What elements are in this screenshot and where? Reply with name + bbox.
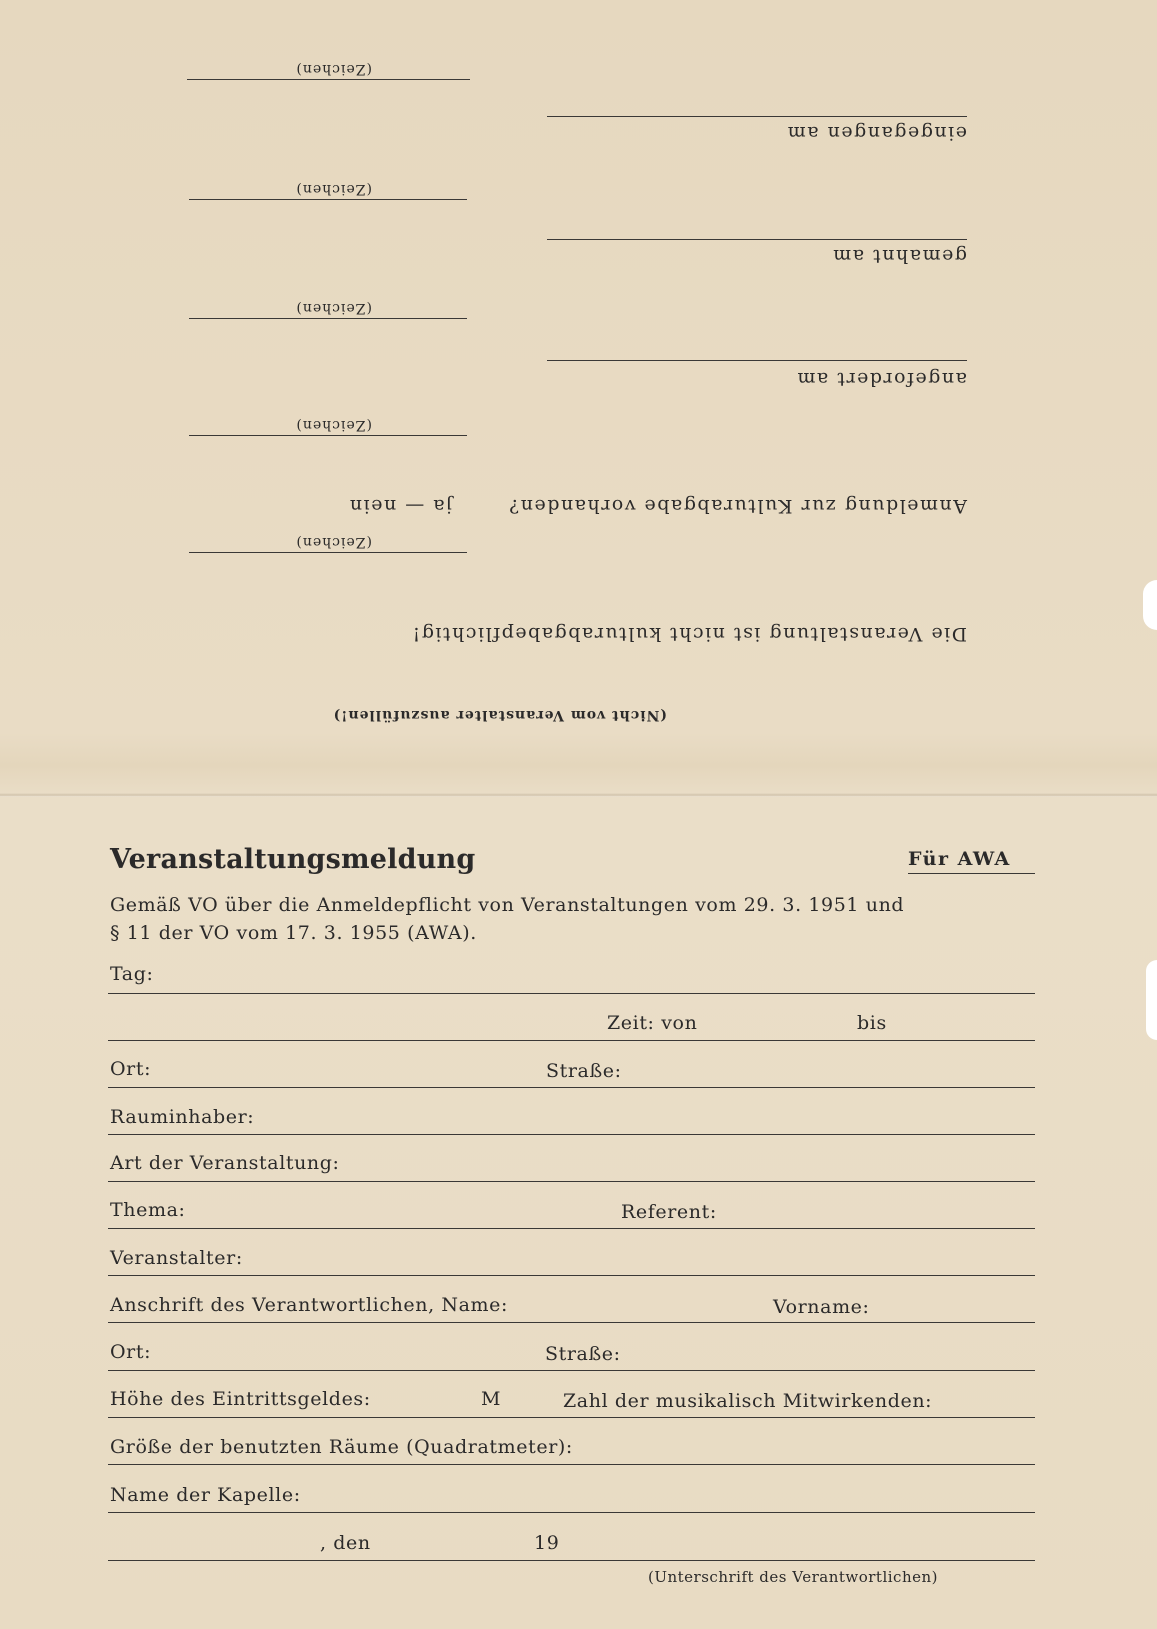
sign-line	[189, 199, 467, 200]
organizer-field-line[interactable]	[108, 1275, 1035, 1276]
event-type-field-line[interactable]	[108, 1181, 1035, 1182]
legal-reference-line-1: Gemäß VO über die Anmeldepflicht von Veranstaltungen vom 29. 3. 1951 und	[110, 894, 905, 916]
sign-line	[187, 79, 470, 80]
time-to-label: bis	[857, 1012, 887, 1034]
musicians-count-label: Zahl der musikalisch Mitwirkenden:	[563, 1390, 933, 1412]
registration-question: Anmeldung zur Kulturabgabe vorhanden?	[507, 495, 967, 517]
legal-reference-line-2: § 11 der VO vom 17. 3. 1955 (AWA).	[110, 922, 477, 944]
fee-musicians-field-line[interactable]	[108, 1417, 1035, 1418]
sign-line	[189, 552, 467, 553]
band-name-field-line[interactable]	[108, 1512, 1035, 1513]
yes-no-answer: ja — nein	[348, 495, 452, 517]
not-liable-statement: Die Veranstaltung ist nicht kulturabgabepflichtig!	[411, 623, 967, 645]
day-field-line[interactable]	[108, 993, 1035, 994]
signature-caption: (Unterschrift des Verantwortlichen)	[648, 1568, 938, 1586]
room-size-field-line[interactable]	[108, 1464, 1035, 1465]
responsible-address-field-line[interactable]	[108, 1370, 1035, 1371]
date-den-label: , den	[320, 1532, 371, 1554]
time-field-line[interactable]	[108, 1040, 1035, 1041]
topic-label: Thema:	[110, 1199, 186, 1221]
office-use-note: (Nicht vom Veranstalter auszufüllen!)	[332, 707, 667, 723]
sign-line	[189, 318, 467, 319]
event-type-label: Art der Veranstaltung:	[110, 1152, 340, 1174]
form-title: Veranstaltungsmeldung	[110, 844, 476, 875]
responsible-street-label: Straße:	[545, 1343, 621, 1365]
responsible-name-label: Anschrift des Verantwortlichen, Name:	[110, 1294, 508, 1316]
time-from-label: Zeit: von	[607, 1012, 698, 1034]
sign-label: (Zeichen)	[295, 61, 372, 77]
recipient-underline	[908, 873, 1035, 874]
received-date-label: eingegangen am	[786, 122, 967, 144]
room-owner-field-line[interactable]	[108, 1134, 1035, 1135]
room-owner-label: Rauminhaber:	[110, 1106, 255, 1128]
responsible-place-label: Ort:	[110, 1341, 152, 1363]
sign-line	[189, 435, 467, 436]
band-name-label: Name der Kapelle:	[110, 1484, 301, 1506]
day-label: Tag:	[110, 963, 154, 985]
speaker-label: Referent:	[621, 1201, 717, 1223]
sign-label: (Zeichen)	[295, 300, 372, 316]
sign-label: (Zeichen)	[295, 534, 372, 550]
admission-fee-label: Höhe des Eintrittsgeldes:	[110, 1388, 371, 1410]
place-date-signature-line[interactable]	[108, 1560, 1035, 1561]
requested-date-line	[547, 360, 967, 361]
torn-edge	[1146, 960, 1157, 1040]
topic-speaker-field-line[interactable]	[108, 1228, 1035, 1229]
reminded-date-line	[547, 239, 967, 240]
organizer-label: Veranstalter:	[110, 1247, 243, 1269]
fold-crease	[0, 793, 1157, 797]
date-year-prefix: 19	[534, 1532, 560, 1554]
room-size-label: Größe der benutzten Räume (Quadratmeter):	[110, 1436, 573, 1458]
reminded-date-label: gemahnt am	[831, 245, 967, 267]
sign-label: (Zeichen)	[295, 417, 372, 433]
first-name-label: Vorname:	[773, 1296, 870, 1318]
received-date-line	[547, 116, 967, 117]
office-use-section	[0, 0, 1157, 793]
place-label: Ort:	[110, 1058, 152, 1080]
place-street-field-line[interactable]	[108, 1087, 1035, 1088]
responsible-name-field-line[interactable]	[108, 1322, 1035, 1323]
requested-date-label: angefordert am	[795, 368, 967, 390]
currency-label: M	[481, 1388, 502, 1410]
recipient-label: Für AWA	[908, 848, 1011, 870]
street-label: Straße:	[546, 1060, 622, 1082]
sign-label: (Zeichen)	[295, 181, 372, 197]
